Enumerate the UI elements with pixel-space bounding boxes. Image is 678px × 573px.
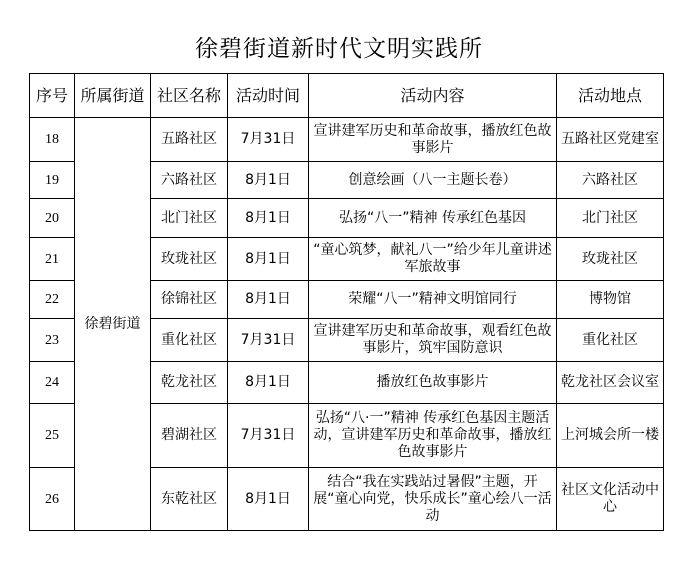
row-content: 弘扬“八·一”精神 传承红色基因主题活动，宣讲建军历史和革命故事，播放红色故事影片 xyxy=(309,404,557,468)
row-time: 7月31日 xyxy=(228,319,309,362)
row-time: 8月1日 xyxy=(228,362,309,404)
row-community: 徐锦社区 xyxy=(151,281,228,319)
header-street: 所属街道 xyxy=(75,74,151,118)
header-place: 活动地点 xyxy=(557,74,664,118)
row-content: 弘扬“八一”精神 传承红色基因 xyxy=(309,199,557,238)
table-row xyxy=(30,118,664,162)
row-community: 六路社区 xyxy=(151,162,228,199)
row-place: 六路社区 xyxy=(557,162,664,199)
row-community: 玫珑社区 xyxy=(151,238,228,281)
row-time: 8月1日 xyxy=(228,199,309,238)
row-content: 荣耀“八一”精神文明馆同行 xyxy=(309,281,557,319)
row-community: 乾龙社区 xyxy=(151,362,228,404)
row-place: 博物馆 xyxy=(557,281,664,319)
row-community: 北门社区 xyxy=(151,199,228,238)
row-no: 26 xyxy=(30,468,75,531)
activity-table xyxy=(29,73,664,531)
row-place: 玫珑社区 xyxy=(557,238,664,281)
row-community: 碧湖社区 xyxy=(151,404,228,468)
row-time: 8月1日 xyxy=(228,468,309,531)
header-content: 活动内容 xyxy=(309,74,557,118)
row-content: 结合“我在实践站过暑假”主题，开展“童心向党，快乐成长”童心绘八一活动 xyxy=(309,468,557,531)
header-no: 序号 xyxy=(30,74,75,118)
row-place: 乾龙社区会议室 xyxy=(557,362,664,404)
table-header-row xyxy=(30,74,664,118)
row-place: 上河城会所一楼 xyxy=(557,404,664,468)
row-content: 宣讲建军历史和革命故事，播放红色故事影片 xyxy=(309,118,557,162)
row-content: 播放红色故事影片 xyxy=(309,362,557,404)
row-content: “童心筑梦，献礼八一”给少年儿童讲述军旅故事 xyxy=(309,238,557,281)
row-time: 7月31日 xyxy=(228,118,309,162)
row-community: 五路社区 xyxy=(151,118,228,162)
row-time: 8月1日 xyxy=(228,238,309,281)
row-no: 19 xyxy=(30,162,75,199)
row-no: 25 xyxy=(30,404,75,468)
row-content: 创意绘画（八一主题长卷） xyxy=(309,162,557,199)
row-content: 宣讲建军历史和革命故事，观看红色故事影片，筑牢国防意识 xyxy=(309,319,557,362)
row-community: 重化社区 xyxy=(151,319,228,362)
row-no: 18 xyxy=(30,118,75,162)
row-place: 社区文化活动中心 xyxy=(557,468,664,531)
row-no: 23 xyxy=(30,319,75,362)
street-name: 徐碧街道 xyxy=(75,118,151,531)
row-place: 重化社区 xyxy=(557,319,664,362)
row-time: 8月1日 xyxy=(228,162,309,199)
row-no: 22 xyxy=(30,281,75,319)
row-place: 北门社区 xyxy=(557,199,664,238)
header-time: 活动时间 xyxy=(228,74,309,118)
row-time: 8月1日 xyxy=(228,281,309,319)
row-place: 五路社区党建室 xyxy=(557,118,664,162)
row-no: 24 xyxy=(30,362,75,404)
row-community: 东乾社区 xyxy=(151,468,228,531)
page-title: 徐碧街道新时代文明实践所 xyxy=(195,36,483,62)
row-no: 20 xyxy=(30,199,75,238)
header-community: 社区名称 xyxy=(151,74,228,118)
row-time: 7月31日 xyxy=(228,404,309,468)
row-no: 21 xyxy=(30,238,75,281)
